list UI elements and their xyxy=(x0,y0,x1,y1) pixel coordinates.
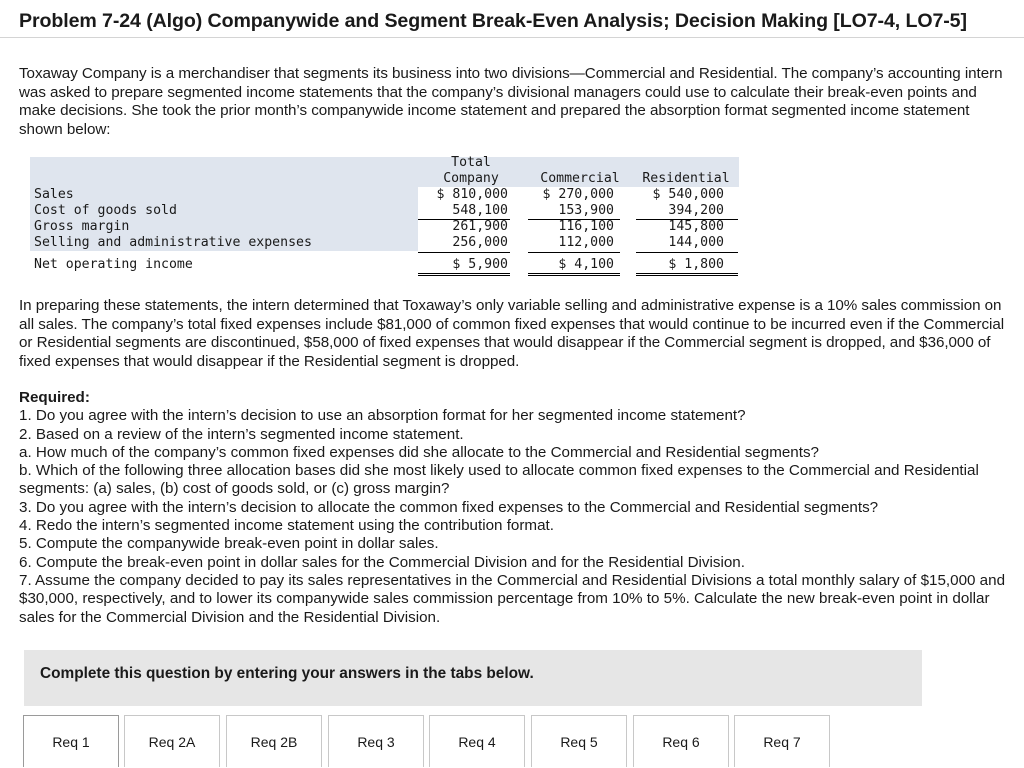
required-section xyxy=(19,389,1014,627)
instruction-banner xyxy=(24,650,922,706)
rule-sa-residential xyxy=(636,252,738,253)
row-label-noi: Net operating income xyxy=(34,257,193,272)
row-label-cogs: Cost of goods sold xyxy=(34,203,177,218)
required-item-5: 5. Compute the companywide break-even point in dollar sales. xyxy=(19,535,439,553)
title-divider xyxy=(0,37,1024,38)
tab-req-4[interactable]: Req 4 xyxy=(429,715,525,767)
tab-req-6[interactable]: Req 6 xyxy=(633,715,729,767)
header-total-line1: Total xyxy=(451,155,491,170)
double-rule-total xyxy=(418,273,510,276)
required-item-3: 3. Do you agree with the intern’s decision to allocate the common fixed expenses to the Commercial and Residential segments? xyxy=(19,498,879,516)
cell-sa-total: 256,000 xyxy=(452,235,508,250)
cell-noi-residential: $ 1,800 xyxy=(668,257,724,272)
cell-cogs-commercial: 153,900 xyxy=(558,203,614,218)
row-label-selling-admin: Selling and administrative expenses xyxy=(34,235,312,250)
cell-cogs-total: 548,100 xyxy=(452,203,508,218)
cell-cogs-residential: 394,200 xyxy=(668,203,724,218)
tab-req-7[interactable]: Req 7 xyxy=(734,715,830,767)
row-label-gross-margin: Gross margin xyxy=(34,219,130,234)
double-rule-commercial xyxy=(528,273,620,276)
cell-gm-commercial: 116,100 xyxy=(558,219,614,234)
required-item-7: 7. Assume the company decided to pay its sales representatives in the Commercial and Residential Divisions a total monthly salary of $15,000 and $30,000, respectively, and to lower its companywide sales commission percentage from 10% to 5%. Calculate the new break-even point in dollar sales for the Commercial Division and the Residential Division. xyxy=(19,571,1006,626)
cell-noi-total: $ 5,900 xyxy=(452,257,508,272)
required-item-2: 2. Based on a review of the intern’s segmented income statement. xyxy=(19,425,464,443)
tab-req-5[interactable]: Req 5 xyxy=(531,715,627,767)
rule-sa-commercial xyxy=(528,252,620,253)
header-commercial: Commercial xyxy=(540,171,620,186)
required-item-2b: b. Which of the following three allocation bases did she most likely used to allocate common fixed expenses to the Commercial and Residential segments: (a) sales, (b) cost of goods sold, or (c) gross margin? xyxy=(19,462,979,498)
double-rule-residential xyxy=(636,273,738,276)
tab-req-2a[interactable]: Req 2A xyxy=(124,715,220,767)
required-item-4: 4. Redo the intern’s segmented income statement using the contribution format. xyxy=(19,517,554,535)
row-label-sales: Sales xyxy=(34,187,74,202)
cell-sales-total: $ 810,000 xyxy=(436,187,508,202)
header-residential: Residential xyxy=(642,171,730,186)
required-item-1: 1. Do you agree with the intern’s decision to use an absorption format for her segmented income statement? xyxy=(19,407,746,425)
required-item-6: 6. Compute the break-even point in dollar sales for the Commercial Division and for the Residential Division. xyxy=(19,553,745,571)
tab-req-3[interactable]: Req 3 xyxy=(328,715,424,767)
cell-gm-residential: 145,800 xyxy=(668,219,724,234)
page-title: Problem 7-24 (Algo) Companywide and Segment Break-Even Analysis; Decision Making [LO7-4, LO7-5] xyxy=(19,10,967,32)
segmented-income-statement xyxy=(30,155,740,277)
cell-gm-total: 261,900 xyxy=(452,219,508,234)
cell-sales-residential: $ 540,000 xyxy=(652,187,724,202)
required-heading: Required: xyxy=(19,389,90,406)
rule-sa-total xyxy=(418,252,510,253)
header-total-line2: Company xyxy=(443,171,499,186)
header-shade xyxy=(30,157,739,187)
cell-sa-residential: 144,000 xyxy=(668,235,724,250)
required-item-2a: a. How much of the company’s common fixed expenses did she allocate to the Commercial and Residential segments? xyxy=(19,443,820,461)
instruction-text: Complete this question by entering your answers in the tabs below. xyxy=(40,665,534,682)
cell-noi-commercial: $ 4,100 xyxy=(558,257,614,272)
details-paragraph: In preparing these statements, the intern determined that Toxaway’s only variable selling and administrative expense is a 10% sales commission on all sales. The company’s total fixed expenses include $81,000 of common fixed expenses that would continue to be incurred even if the Commercial or Residential segments are discontinued, $58,000 of fixed expenses that would disappear if the Commercial segment is dropped, and $36,000 of fixed expenses that would disappear if the Residential segment is dropped. xyxy=(19,297,1005,370)
cell-sa-commercial: 112,000 xyxy=(558,235,614,250)
tab-req-2b[interactable]: Req 2B xyxy=(226,715,322,767)
cell-sales-commercial: $ 270,000 xyxy=(542,187,614,202)
intro-paragraph: Toxaway Company is a merchandiser that segments its business into two divisions—Commercial and Residential. The company’s accounting intern was asked to prepare segmented income statements that the company’s divisional managers could use to calculate their break-even points and make decisions. She took the prior month’s companywide income statement and prepared the absorption format segmented income statement shown below: xyxy=(19,65,1003,138)
tab-req-1[interactable]: Req 1 xyxy=(23,715,119,767)
